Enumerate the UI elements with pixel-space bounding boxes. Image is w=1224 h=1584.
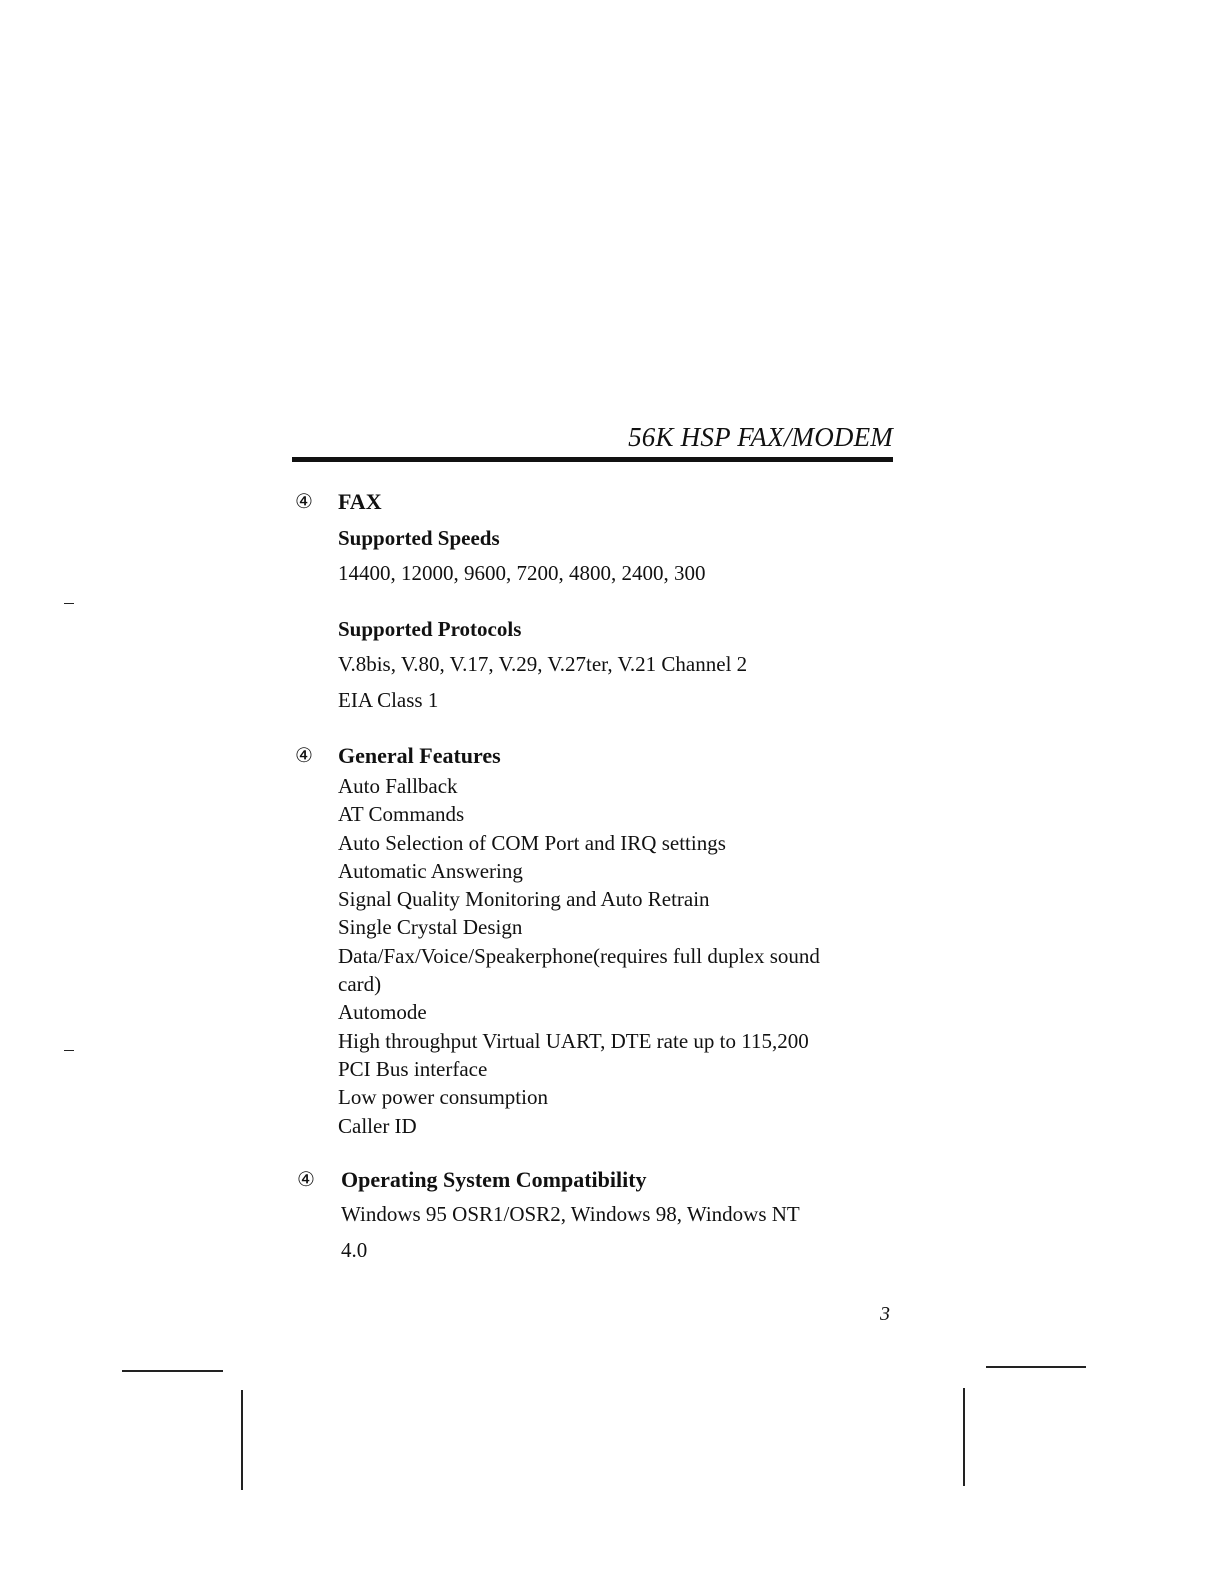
section-fax-content <box>338 486 908 716</box>
crop-mark-horizontal <box>122 1370 223 1372</box>
section-title: FAX <box>338 489 382 514</box>
feature-item: card) <box>338 972 382 997</box>
margin-mark <box>64 1050 74 1051</box>
margin-mark <box>64 603 74 604</box>
feature-item: AT Commands <box>338 802 465 827</box>
supported-speeds-heading: Supported Speeds <box>338 526 500 550</box>
bullet-icon: ④ <box>295 491 313 513</box>
section-title: General Features <box>338 743 501 768</box>
section-os-content <box>341 1164 911 1266</box>
section-title: Operating System Compatibility <box>341 1167 647 1192</box>
feature-item: Signal Quality Monitoring and Auto Retrain <box>338 887 710 912</box>
os-line: Windows 95 OSR1/OSR2, Windows 98, Windows NT <box>341 1202 800 1226</box>
feature-item: PCI Bus interface <box>338 1056 488 1081</box>
feature-item: Automatic Answering <box>338 858 523 883</box>
feature-item: Auto Fallback <box>338 774 458 798</box>
crop-mark-vertical <box>241 1390 243 1490</box>
header-rule <box>292 457 893 462</box>
crop-mark-horizontal <box>986 1366 1086 1368</box>
page-number: 3 <box>880 1303 890 1325</box>
os-line: 4.0 <box>341 1238 368 1262</box>
feature-item: Caller ID <box>338 1113 417 1138</box>
bullet-icon: ④ <box>297 1169 315 1191</box>
feature-item: Single Crystal Design <box>338 915 523 940</box>
running-header: 56K HSP FAX/MODEM <box>628 422 893 452</box>
feature-item: Data/Fax/Voice/Speakerphone(requires full duplex sound <box>338 943 820 968</box>
feature-item: Low power consumption <box>338 1085 548 1110</box>
crop-mark-vertical <box>963 1388 965 1486</box>
feature-item: Automode <box>338 1000 427 1025</box>
feature-item: Auto Selection of COM Port and IRQ settings <box>338 830 726 855</box>
supported-speeds-text: 14400, 12000, 9600, 7200, 4800, 2400, 300 <box>338 561 706 585</box>
section-general-content <box>338 740 908 1140</box>
feature-item: High throughput Virtual UART, DTE rate up to 115,200 <box>338 1028 809 1053</box>
bullet-icon: ④ <box>295 745 313 767</box>
protocol-line: EIA Class 1 <box>338 688 439 712</box>
supported-protocols-heading: Supported Protocols <box>338 617 522 641</box>
protocol-line: V.8bis, V.80, V.17, V.29, V.27ter, V.21 Channel 2 <box>338 652 748 676</box>
